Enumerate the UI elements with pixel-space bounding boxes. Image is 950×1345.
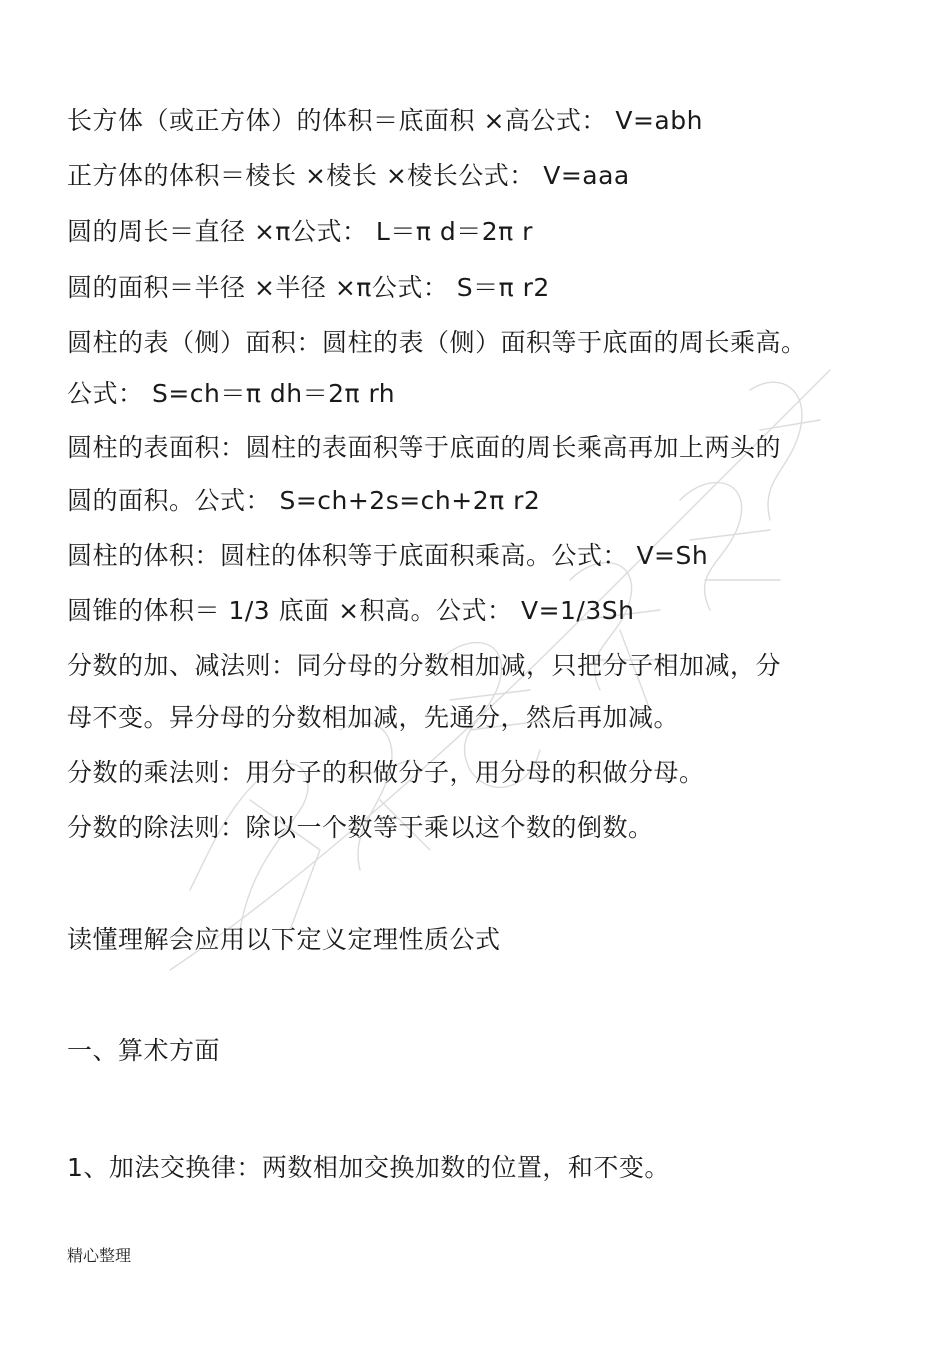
text-line-fraction-divide: 分数的除法则：除以一个数等于乘以这个数的倒数。 bbox=[67, 813, 654, 842]
text-line-fraction-add-subtract: 分数的加、减法则：同分母的分数相加减，只把分子相加减，分 bbox=[67, 651, 782, 680]
text-line-cuboid-volume: 长方体（或正方体）的体积＝底面积 ×高公式： V=abh bbox=[67, 106, 703, 135]
text-line-cylinder-surface-formula: 圆的面积。公式： S=ch+2s=ch+2π r2 bbox=[67, 486, 541, 515]
text-line-cylinder-volume: 圆柱的体积：圆柱的体积等于底面积乘高。公式： V=Sh bbox=[67, 541, 709, 570]
text-line-cylinder-lateral-area: 圆柱的表（侧）面积：圆柱的表（侧）面积等于底面的周长乘高。 bbox=[67, 328, 807, 357]
text-line-circle-circumference: 圆的周长＝直径 ×π公式： L＝π d＝2π r bbox=[67, 217, 533, 246]
text-line-cylinder-lateral-formula: 公式： S=ch＝π dh＝2π rh bbox=[67, 379, 396, 408]
section-heading-arithmetic: 一、算术方面 bbox=[67, 1036, 221, 1065]
page-footer: 精心整理 bbox=[67, 1246, 132, 1265]
text-line-fraction-add-subtract-cont: 母不变。异分母的分数相加减，先通分，然后再加减。 bbox=[67, 703, 680, 732]
text-line-commutative-law: 1、加法交换律：两数相加交换加数的位置，和不变。 bbox=[67, 1153, 670, 1182]
text-line-fraction-multiply: 分数的乘法则：用分子的积做分子，用分母的积做分母。 bbox=[67, 758, 705, 787]
text-line-circle-area: 圆的面积＝半径 ×半径 ×π公式： S＝π r2 bbox=[67, 273, 550, 302]
text-line-cone-volume: 圆锥的体积＝ 1/3 底面 ×积高。公式： V=1/3Sh bbox=[67, 596, 635, 625]
text-line-section-intro: 读懂理解会应用以下定义定理性质公式 bbox=[67, 925, 501, 954]
text-line-cube-volume: 正方体的体积＝棱长 ×棱长 ×棱长公式： V=aaa bbox=[67, 161, 630, 190]
text-line-cylinder-surface-area: 圆柱的表面积：圆柱的表面积等于底面的周长乘高再加上两头的 bbox=[67, 433, 782, 462]
